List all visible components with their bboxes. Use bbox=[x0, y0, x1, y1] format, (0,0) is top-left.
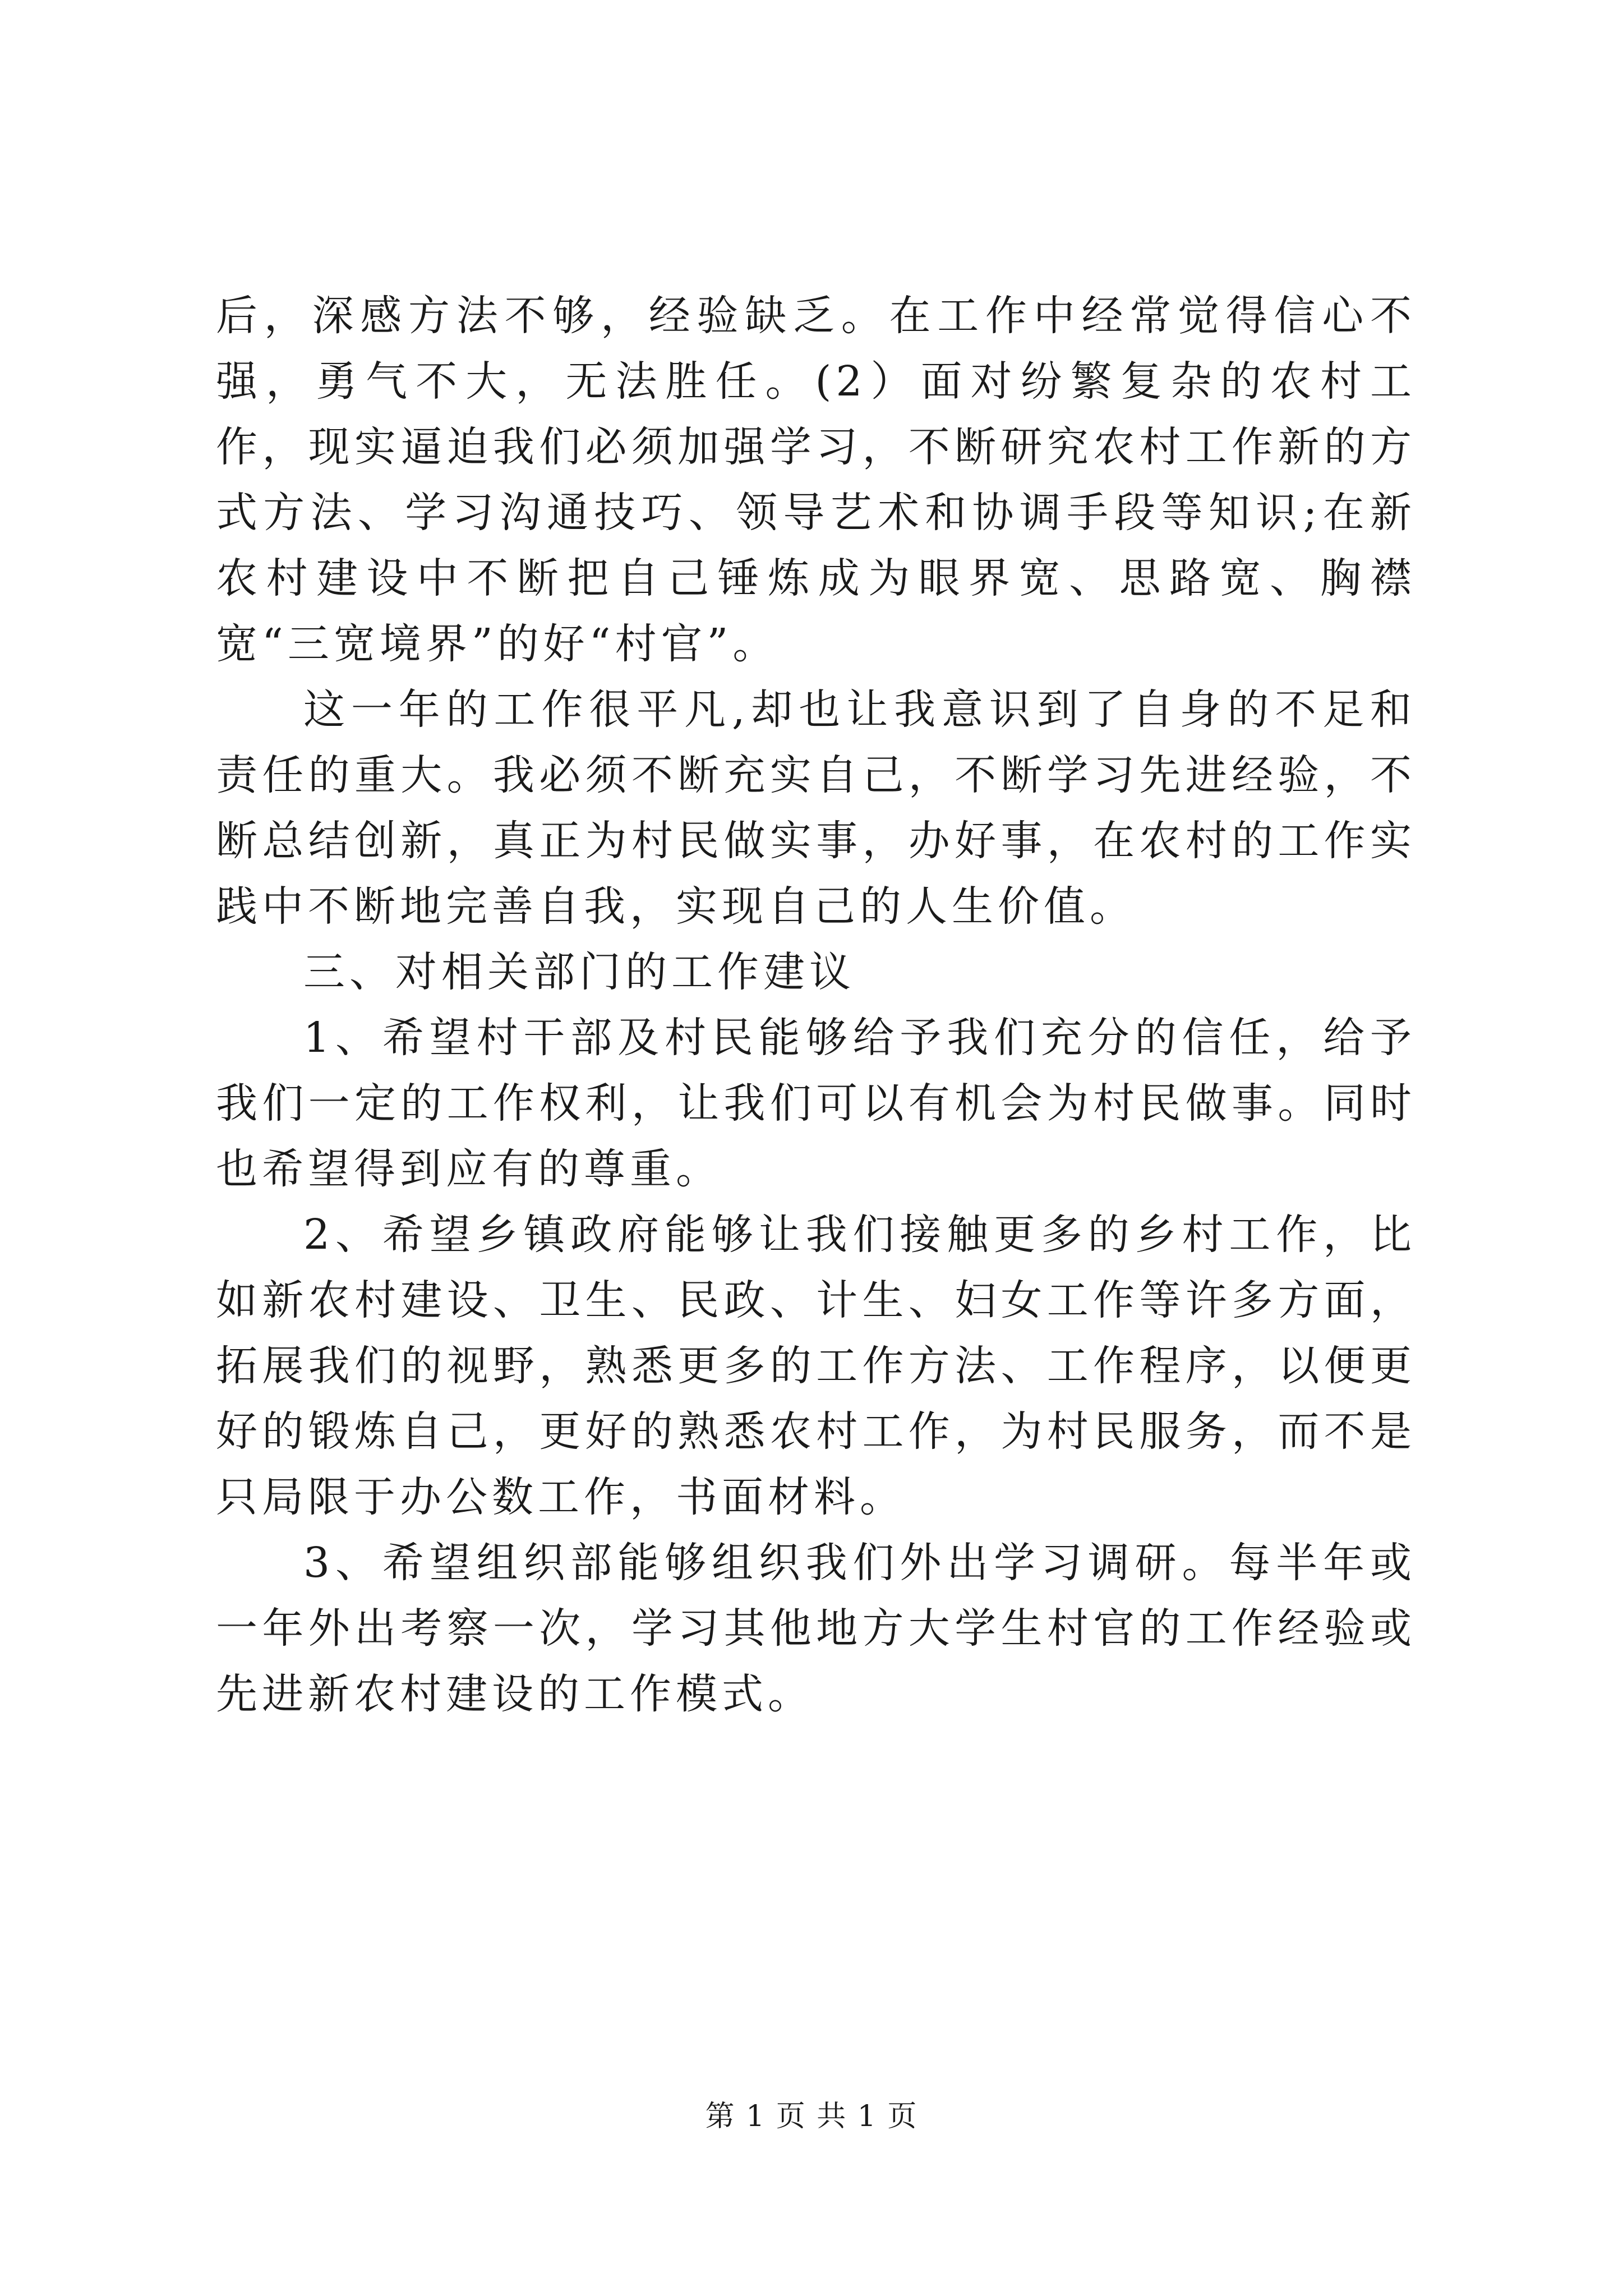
body-text bbox=[216, 283, 1416, 1727]
paragraph-suggestion-2: 2、希望乡镇政府能够让我们接触更多的乡村工作，比如新农村建设、卫生、民政、计生、妇女工作等许多方面，拓展我们的视野，熟悉更多的工作方法、工作程序，以便更好的锻炼自己，更好的熟悉农村工作，为村民服务，而不是只局限于办公数工作，书面材料。 bbox=[216, 1211, 1416, 1521]
section-heading: 三、对相关部门的工作建议 bbox=[303, 948, 855, 996]
paragraph-2: 这一年的工作很平凡,却也让我意识到了自身的不足和责任的重大。我必须不断充实自己，不断学习先进经验，不断总结创新，真正为村民做实事，办好事，在农村的工作实践中不断地完善自我，实现自己的人生价值。 bbox=[216, 685, 1416, 931]
paragraph-suggestion-3: 3、希望组织部能够组织我们外出学习调研。每半年或一年外出考察一次，学习其他地方大学生村官的工作经验或先进新农村建设的工作模式。 bbox=[216, 1539, 1416, 1718]
paragraph-1: 后，深感方法不够，经验缺乏。在工作中经常觉得信心不强，勇气不大，无法胜任。(2）面对纷繁复杂的农村工作，现实逼迫我们必须加强学习，不断研究农村工作新的方式方法、学习沟通技巧、领导艺术和协调手段等知识;在新农村建设中不断把自己锤炼成为眼界宽、思路宽、胸襟宽“三宽境界”的好“村官”。 bbox=[216, 292, 1416, 668]
page-footer: 第 1 页 共 1 页 bbox=[705, 2100, 918, 2133]
paragraph-suggestion-1: 1、希望村干部及村民能够给予我们充分的信任，给予我们一定的工作权利，让我们可以有机会为村民做事。同时也希望得到应有的尊重。 bbox=[216, 1014, 1416, 1193]
